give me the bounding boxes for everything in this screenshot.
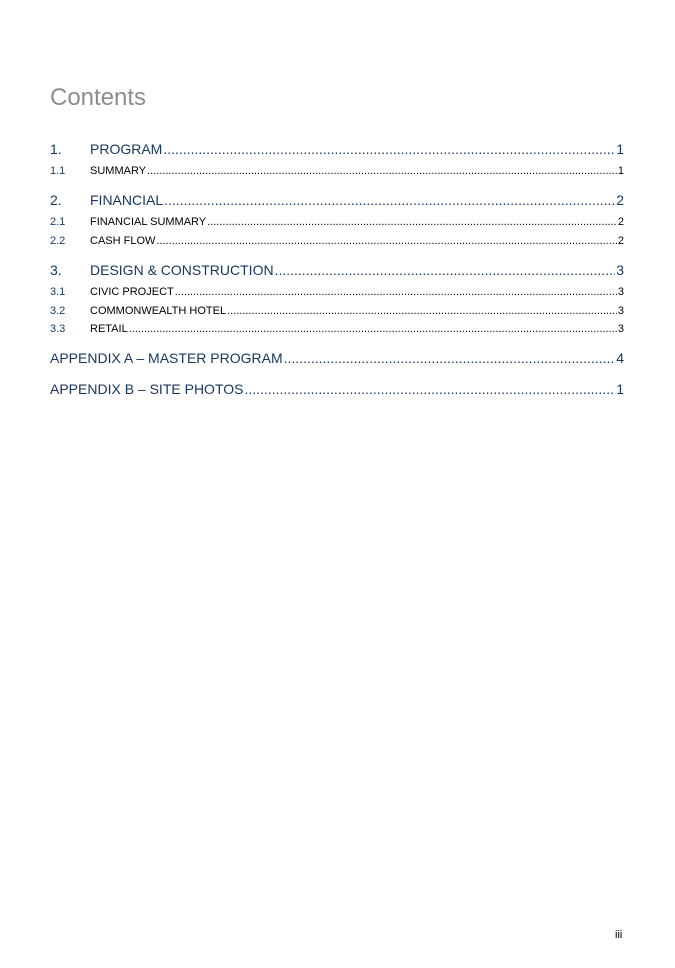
toc-entry-civic-project[interactable]: [50, 286, 624, 298]
page-title: Contents: [50, 84, 147, 111]
toc-leader: [275, 262, 616, 278]
toc-entry-financial-summary[interactable]: [50, 216, 624, 228]
toc-number: 3.: [50, 262, 62, 278]
toc-leader: [147, 165, 617, 177]
toc-label: DESIGN & CONSTRUCTION: [90, 262, 274, 278]
toc-number: 3.1: [50, 286, 66, 298]
toc-number: 3.2: [50, 305, 66, 317]
toc-page: 3: [617, 286, 624, 298]
toc-label: APPENDIX B – SITE PHOTOS: [50, 381, 244, 397]
toc-entry-retail[interactable]: [50, 323, 624, 335]
toc-leader: [207, 216, 617, 228]
toc-page: 1: [616, 381, 624, 397]
toc-entry-design-construction[interactable]: [50, 262, 624, 278]
toc-entry-financial[interactable]: [50, 192, 624, 208]
toc-label: FINANCIAL: [90, 192, 164, 208]
toc-entry-cash-flow[interactable]: [50, 235, 624, 247]
toc-label: FINANCIAL SUMMARY: [90, 216, 207, 228]
toc-entry-appendix-a[interactable]: [50, 350, 624, 366]
toc-page: 4: [616, 350, 624, 366]
toc-leader: [244, 381, 615, 397]
toc-leader: [164, 192, 615, 208]
toc-page: 1: [617, 165, 624, 177]
toc-label: APPENDIX A – MASTER PROGRAM: [50, 350, 283, 366]
footer-page-number: iii: [615, 929, 623, 941]
toc-page: 3: [617, 323, 624, 335]
toc-number: 3.3: [50, 323, 66, 335]
toc-page: 2: [616, 192, 624, 208]
toc-label: RETAIL: [90, 323, 128, 335]
toc-leader: [284, 350, 616, 366]
toc-label: SUMMARY: [90, 165, 147, 177]
toc-entry-program[interactable]: [50, 141, 624, 157]
toc-page: 2: [617, 235, 624, 247]
toc-label: CASH FLOW: [90, 235, 156, 247]
toc-label: COMMONWEALTH HOTEL: [90, 305, 227, 317]
toc-leader: [129, 323, 617, 335]
toc-number: 1.1: [50, 165, 66, 177]
toc-label: CIVIC PROJECT: [90, 286, 174, 298]
toc-page: 2: [617, 216, 624, 228]
toc-page: 1: [616, 141, 624, 157]
toc-entry-commonwealth-hotel[interactable]: [50, 305, 624, 317]
toc-number: 2.: [50, 192, 62, 208]
toc-leader: [175, 286, 617, 298]
toc-number: 2.1: [50, 216, 66, 228]
toc-entry-appendix-b[interactable]: [50, 381, 624, 397]
toc-leader: [163, 141, 615, 157]
toc-entry-summary[interactable]: [50, 165, 624, 177]
toc-page: 3: [616, 262, 624, 278]
toc-leader: [227, 305, 617, 317]
toc-page: 3: [617, 305, 624, 317]
toc-label: PROGRAM: [90, 141, 163, 157]
toc-leader: [156, 235, 616, 247]
toc-number: 2.2: [50, 235, 66, 247]
toc-number: 1.: [50, 141, 62, 157]
